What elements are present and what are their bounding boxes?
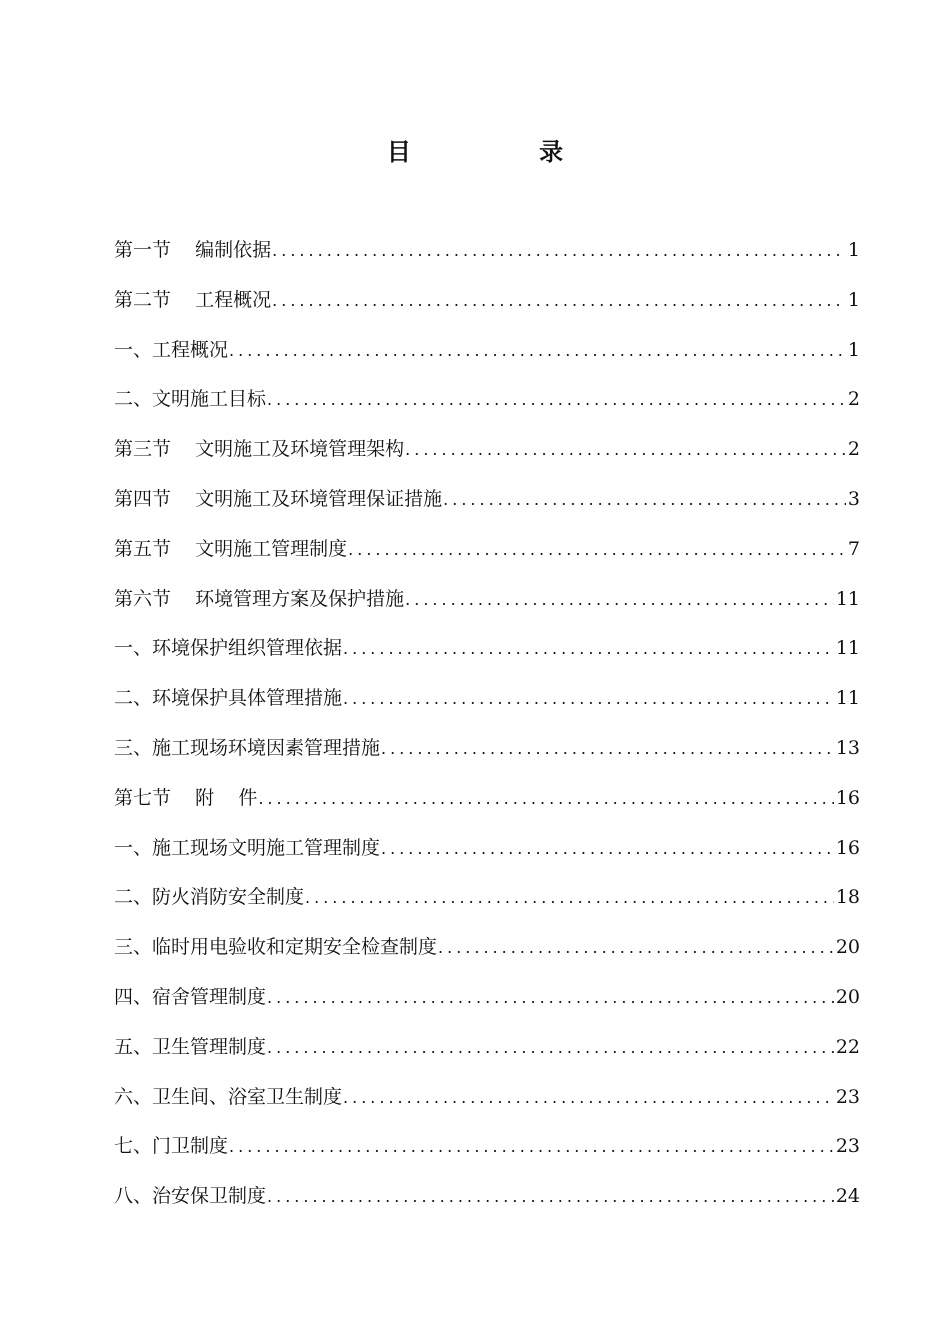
toc-entry-page-number: 16 bbox=[835, 836, 860, 859]
toc-entry[interactable] bbox=[114, 929, 860, 979]
toc-leader-dots bbox=[405, 432, 846, 468]
toc-leader-dots bbox=[443, 482, 846, 518]
toc-entry-page-number: 2 bbox=[847, 388, 860, 411]
toc-entry[interactable] bbox=[114, 581, 860, 631]
toc-entry-page-number: 18 bbox=[835, 886, 860, 909]
toc-entry-label: 第五节 文明施工管理制度 bbox=[114, 537, 348, 560]
toc-entry-label: 三、临时用电验收和定期安全检查制度 bbox=[114, 936, 438, 959]
toc-entry-label: 第七节 附 件 bbox=[114, 786, 258, 809]
toc-entry-label: 八、治安保卫制度 bbox=[114, 1185, 267, 1208]
toc-entry-label: 二、文明施工目标 bbox=[114, 388, 267, 411]
toc-entry-label: 第一节 编制依据 bbox=[114, 239, 272, 261]
toc-entry[interactable] bbox=[114, 680, 860, 730]
toc-entry-page-number: 11 bbox=[835, 637, 860, 660]
toc-entry-label: 三、施工现场环境因素管理措施 bbox=[114, 736, 381, 759]
toc-leader-dots bbox=[381, 831, 834, 867]
toc-entry[interactable] bbox=[114, 282, 860, 332]
toc-entry[interactable] bbox=[114, 481, 860, 531]
toc-entry-label: 二、防火消防安全制度 bbox=[114, 886, 305, 909]
toc-entry[interactable] bbox=[114, 780, 860, 830]
toc-entry-page-number: 20 bbox=[835, 985, 860, 1008]
toc-leader-dots bbox=[229, 333, 846, 369]
toc-leader-dots bbox=[267, 980, 834, 1016]
toc-entry-page-number: 2 bbox=[847, 438, 860, 461]
toc-entry-page-number: 7 bbox=[847, 537, 860, 560]
toc-entry-page-number: 16 bbox=[835, 786, 860, 809]
toc-entry-page-number: 3 bbox=[847, 487, 860, 510]
toc-leader-dots bbox=[438, 930, 834, 966]
toc-entry-label: 一、工程概况 bbox=[114, 338, 229, 361]
toc-entry[interactable] bbox=[114, 381, 860, 431]
toc-entry[interactable] bbox=[114, 431, 860, 481]
toc-entry[interactable] bbox=[114, 1029, 860, 1079]
toc-leader-dots bbox=[343, 631, 834, 667]
toc-leader-dots bbox=[267, 1030, 834, 1066]
toc-entry-label: 四、宿舍管理制度 bbox=[114, 985, 267, 1008]
toc-entry-label: 第六节 环境管理方案及保护措施 bbox=[114, 587, 405, 610]
toc-entry[interactable] bbox=[114, 879, 860, 929]
toc-entry[interactable] bbox=[114, 232, 860, 282]
toc-leader-dots bbox=[267, 382, 846, 418]
toc-leader-dots bbox=[305, 880, 834, 916]
toc-entry-label: 第三节 文明施工及环境管理架构 bbox=[114, 438, 405, 461]
toc-entry-label: 二、环境保护具体管理措施 bbox=[114, 687, 343, 710]
toc-leader-dots bbox=[405, 582, 834, 618]
toc-leader-dots bbox=[348, 532, 846, 568]
toc-entry-page-number: 11 bbox=[835, 687, 860, 710]
toc-entry-page-number: 13 bbox=[835, 736, 860, 759]
toc-leader-dots bbox=[272, 233, 846, 269]
toc-entry[interactable] bbox=[114, 1178, 860, 1228]
table-of-contents bbox=[114, 232, 860, 1228]
toc-leader-dots bbox=[343, 1080, 834, 1116]
toc-leader-dots bbox=[272, 283, 846, 319]
toc-entry-page-number: 23 bbox=[835, 1135, 860, 1158]
toc-entry-page-number: 1 bbox=[847, 239, 860, 261]
toc-entry[interactable] bbox=[114, 1079, 860, 1129]
toc-entry[interactable] bbox=[114, 730, 860, 780]
toc-entry[interactable] bbox=[114, 630, 860, 680]
toc-entry-page-number: 22 bbox=[835, 1035, 860, 1058]
toc-entry-label: 第四节 文明施工及环境管理保证措施 bbox=[114, 487, 443, 510]
toc-entry[interactable] bbox=[114, 531, 860, 581]
toc-leader-dots bbox=[381, 731, 834, 767]
toc-leader-dots bbox=[258, 781, 833, 817]
toc-leader-dots bbox=[267, 1179, 834, 1215]
toc-entry-label: 七、门卫制度 bbox=[114, 1135, 229, 1158]
toc-entry-page-number: 11 bbox=[835, 587, 860, 610]
toc-entry-page-number: 23 bbox=[835, 1085, 860, 1108]
toc-entry[interactable] bbox=[114, 1128, 860, 1178]
toc-entry-page-number: 1 bbox=[847, 338, 860, 361]
toc-leader-dots bbox=[229, 1129, 834, 1165]
toc-leader-dots bbox=[343, 681, 834, 717]
toc-entry-page-number: 1 bbox=[847, 288, 860, 311]
toc-entry-label: 五、卫生管理制度 bbox=[114, 1035, 267, 1058]
toc-entry-label: 六、卫生间、浴室卫生制度 bbox=[114, 1085, 343, 1108]
toc-entry-label: 一、施工现场文明施工管理制度 bbox=[114, 836, 381, 859]
page-title: 目 录 bbox=[386, 138, 624, 166]
toc-entry[interactable] bbox=[114, 830, 860, 880]
toc-entry-page-number: 20 bbox=[835, 936, 860, 959]
toc-entry-label: 一、环境保护组织管理依据 bbox=[114, 637, 343, 660]
toc-entry[interactable] bbox=[114, 332, 860, 382]
toc-entry-page-number: 24 bbox=[835, 1185, 860, 1208]
toc-entry[interactable] bbox=[114, 979, 860, 1029]
toc-entry-label: 第二节 工程概况 bbox=[114, 288, 272, 311]
